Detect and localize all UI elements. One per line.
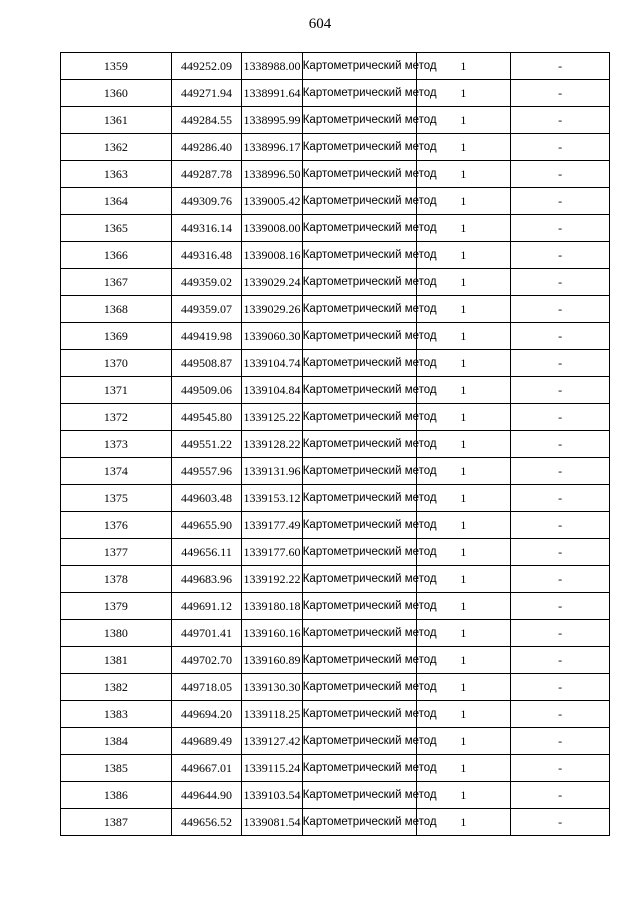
table-row bbox=[61, 593, 610, 620]
page-number: 604 bbox=[308, 16, 332, 32]
method-cell: Картометрический метод bbox=[302, 323, 416, 350]
x-coordinate-cell: 449252.09 bbox=[171, 53, 242, 80]
accuracy-cell: 1 bbox=[416, 512, 511, 539]
accuracy-cell: 1 bbox=[416, 539, 511, 566]
method-cell: Картометрический метод bbox=[302, 755, 416, 782]
note-cell: - bbox=[511, 404, 610, 431]
accuracy-cell: 1 bbox=[416, 485, 511, 512]
accuracy-cell: 1 bbox=[416, 809, 511, 836]
point-number-cell: 1377 bbox=[61, 539, 172, 566]
accuracy-cell: 1 bbox=[416, 134, 511, 161]
x-coordinate-cell: 449691.12 bbox=[171, 593, 242, 620]
accuracy-cell: 1 bbox=[416, 728, 511, 755]
y-coordinate-cell: 1339160.16 bbox=[242, 620, 302, 647]
accuracy-cell: 1 bbox=[416, 566, 511, 593]
method-cell: Картометрический метод bbox=[302, 215, 416, 242]
y-coordinate-cell: 1338991.64 bbox=[242, 80, 302, 107]
point-number-cell: 1369 bbox=[61, 323, 172, 350]
x-coordinate-cell: 449419.98 bbox=[171, 323, 242, 350]
note-cell: - bbox=[511, 647, 610, 674]
table-row bbox=[61, 242, 610, 269]
table-row bbox=[61, 566, 610, 593]
table-row bbox=[61, 701, 610, 728]
y-coordinate-cell: 1339130.30 bbox=[242, 674, 302, 701]
y-coordinate-cell: 1338996.50 bbox=[242, 161, 302, 188]
point-number-cell: 1385 bbox=[61, 755, 172, 782]
point-number-cell: 1363 bbox=[61, 161, 172, 188]
table-row bbox=[61, 539, 610, 566]
method-cell: Картометрический метод bbox=[302, 566, 416, 593]
point-number-cell: 1361 bbox=[61, 107, 172, 134]
x-coordinate-cell: 449694.20 bbox=[171, 701, 242, 728]
note-cell: - bbox=[511, 134, 610, 161]
y-coordinate-cell: 1338988.00 bbox=[242, 53, 302, 80]
point-number-cell: 1373 bbox=[61, 431, 172, 458]
y-coordinate-cell: 1339127.42 bbox=[242, 728, 302, 755]
method-cell: Картометрический метод bbox=[302, 188, 416, 215]
note-cell: - bbox=[511, 809, 610, 836]
coordinates-table-body bbox=[61, 53, 610, 836]
accuracy-cell: 1 bbox=[416, 377, 511, 404]
x-coordinate-cell: 449656.11 bbox=[171, 539, 242, 566]
method-cell: Картометрический метод bbox=[302, 269, 416, 296]
method-cell: Картометрический метод bbox=[302, 431, 416, 458]
x-coordinate-cell: 449655.90 bbox=[171, 512, 242, 539]
method-cell: Картометрический метод bbox=[302, 80, 416, 107]
note-cell: - bbox=[511, 215, 610, 242]
table-row bbox=[61, 134, 610, 161]
y-coordinate-cell: 1339160.89 bbox=[242, 647, 302, 674]
point-number-cell: 1381 bbox=[61, 647, 172, 674]
method-cell: Картометрический метод bbox=[302, 107, 416, 134]
accuracy-cell: 1 bbox=[416, 323, 511, 350]
y-coordinate-cell: 1339177.49 bbox=[242, 512, 302, 539]
method-cell: Картометрический метод bbox=[302, 458, 416, 485]
accuracy-cell: 1 bbox=[416, 80, 511, 107]
method-cell: Картометрический метод bbox=[302, 404, 416, 431]
accuracy-cell: 1 bbox=[416, 593, 511, 620]
y-coordinate-cell: 1339192.22 bbox=[242, 566, 302, 593]
x-coordinate-cell: 449509.06 bbox=[171, 377, 242, 404]
table-row bbox=[61, 809, 610, 836]
accuracy-cell: 1 bbox=[416, 404, 511, 431]
note-cell: - bbox=[511, 566, 610, 593]
x-coordinate-cell: 449683.96 bbox=[171, 566, 242, 593]
table-row bbox=[61, 350, 610, 377]
point-number-cell: 1386 bbox=[61, 782, 172, 809]
method-cell: Картометрический метод bbox=[302, 539, 416, 566]
note-cell: - bbox=[511, 350, 610, 377]
note-cell: - bbox=[511, 269, 610, 296]
table-row bbox=[61, 755, 610, 782]
table-row bbox=[61, 431, 610, 458]
method-cell: Картометрический метод bbox=[302, 728, 416, 755]
method-cell: Картометрический метод bbox=[302, 242, 416, 269]
accuracy-cell: 1 bbox=[416, 701, 511, 728]
x-coordinate-cell: 449702.70 bbox=[171, 647, 242, 674]
table-row bbox=[61, 53, 610, 80]
table-row bbox=[61, 215, 610, 242]
x-coordinate-cell: 449309.76 bbox=[171, 188, 242, 215]
table-row bbox=[61, 161, 610, 188]
y-coordinate-cell: 1339125.22 bbox=[242, 404, 302, 431]
point-number-cell: 1371 bbox=[61, 377, 172, 404]
x-coordinate-cell: 449271.94 bbox=[171, 80, 242, 107]
y-coordinate-cell: 1339104.84 bbox=[242, 377, 302, 404]
y-coordinate-cell: 1339128.22 bbox=[242, 431, 302, 458]
method-cell: Картометрический метод bbox=[302, 485, 416, 512]
table-row bbox=[61, 188, 610, 215]
y-coordinate-cell: 1339060.30 bbox=[242, 323, 302, 350]
accuracy-cell: 1 bbox=[416, 188, 511, 215]
note-cell: - bbox=[511, 377, 610, 404]
point-number-cell: 1362 bbox=[61, 134, 172, 161]
table-row bbox=[61, 377, 610, 404]
method-cell: Картометрический метод bbox=[302, 53, 416, 80]
x-coordinate-cell: 449557.96 bbox=[171, 458, 242, 485]
x-coordinate-cell: 449286.40 bbox=[171, 134, 242, 161]
method-cell: Картометрический метод bbox=[302, 809, 416, 836]
method-cell: Картометрический метод bbox=[302, 674, 416, 701]
point-number-cell: 1372 bbox=[61, 404, 172, 431]
point-number-cell: 1366 bbox=[61, 242, 172, 269]
note-cell: - bbox=[511, 80, 610, 107]
point-number-cell: 1376 bbox=[61, 512, 172, 539]
method-cell: Картометрический метод bbox=[302, 161, 416, 188]
x-coordinate-cell: 449718.05 bbox=[171, 674, 242, 701]
point-number-cell: 1384 bbox=[61, 728, 172, 755]
y-coordinate-cell: 1339029.26 bbox=[242, 296, 302, 323]
point-number-cell: 1367 bbox=[61, 269, 172, 296]
point-number-cell: 1380 bbox=[61, 620, 172, 647]
note-cell: - bbox=[511, 512, 610, 539]
accuracy-cell: 1 bbox=[416, 350, 511, 377]
accuracy-cell: 1 bbox=[416, 53, 511, 80]
table-row bbox=[61, 485, 610, 512]
x-coordinate-cell: 449316.48 bbox=[171, 242, 242, 269]
x-coordinate-cell: 449603.48 bbox=[171, 485, 242, 512]
point-number-cell: 1368 bbox=[61, 296, 172, 323]
y-coordinate-cell: 1339153.12 bbox=[242, 485, 302, 512]
note-cell: - bbox=[511, 485, 610, 512]
y-coordinate-cell: 1339104.74 bbox=[242, 350, 302, 377]
x-coordinate-cell: 449359.07 bbox=[171, 296, 242, 323]
x-coordinate-cell: 449667.01 bbox=[171, 755, 242, 782]
method-cell: Картометрический метод bbox=[302, 350, 416, 377]
method-cell: Картометрический метод bbox=[302, 701, 416, 728]
note-cell: - bbox=[511, 755, 610, 782]
accuracy-cell: 1 bbox=[416, 296, 511, 323]
accuracy-cell: 1 bbox=[416, 620, 511, 647]
point-number-cell: 1364 bbox=[61, 188, 172, 215]
table-row bbox=[61, 512, 610, 539]
point-number-cell: 1379 bbox=[61, 593, 172, 620]
table-row bbox=[61, 728, 610, 755]
note-cell: - bbox=[511, 188, 610, 215]
accuracy-cell: 1 bbox=[416, 269, 511, 296]
point-number-cell: 1374 bbox=[61, 458, 172, 485]
y-coordinate-cell: 1339008.16 bbox=[242, 242, 302, 269]
accuracy-cell: 1 bbox=[416, 647, 511, 674]
y-coordinate-cell: 1339180.18 bbox=[242, 593, 302, 620]
accuracy-cell: 1 bbox=[416, 431, 511, 458]
coordinates-table bbox=[60, 52, 610, 836]
table-row bbox=[61, 323, 610, 350]
method-cell: Картометрический метод bbox=[302, 647, 416, 674]
y-coordinate-cell: 1339177.60 bbox=[242, 539, 302, 566]
y-coordinate-cell: 1339008.00 bbox=[242, 215, 302, 242]
accuracy-cell: 1 bbox=[416, 215, 511, 242]
accuracy-cell: 1 bbox=[416, 755, 511, 782]
accuracy-cell: 1 bbox=[416, 161, 511, 188]
point-number-cell: 1387 bbox=[61, 809, 172, 836]
y-coordinate-cell: 1339103.54 bbox=[242, 782, 302, 809]
method-cell: Картометрический метод bbox=[302, 377, 416, 404]
point-number-cell: 1360 bbox=[61, 80, 172, 107]
x-coordinate-cell: 449316.14 bbox=[171, 215, 242, 242]
y-coordinate-cell: 1338996.17 bbox=[242, 134, 302, 161]
point-number-cell: 1378 bbox=[61, 566, 172, 593]
x-coordinate-cell: 449287.78 bbox=[171, 161, 242, 188]
table-row bbox=[61, 782, 610, 809]
method-cell: Картометрический метод bbox=[302, 134, 416, 161]
table-row bbox=[61, 620, 610, 647]
point-number-cell: 1382 bbox=[61, 674, 172, 701]
table-row bbox=[61, 296, 610, 323]
method-cell: Картометрический метод bbox=[302, 296, 416, 323]
method-cell: Картометрический метод bbox=[302, 593, 416, 620]
y-coordinate-cell: 1339081.54 bbox=[242, 809, 302, 836]
method-cell: Картометрический метод bbox=[302, 782, 416, 809]
method-cell: Картометрический метод bbox=[302, 512, 416, 539]
accuracy-cell: 1 bbox=[416, 674, 511, 701]
x-coordinate-cell: 449545.80 bbox=[171, 404, 242, 431]
note-cell: - bbox=[511, 107, 610, 134]
note-cell: - bbox=[511, 53, 610, 80]
point-number-cell: 1383 bbox=[61, 701, 172, 728]
y-coordinate-cell: 1339029.24 bbox=[242, 269, 302, 296]
note-cell: - bbox=[511, 161, 610, 188]
y-coordinate-cell: 1339005.42 bbox=[242, 188, 302, 215]
point-number-cell: 1365 bbox=[61, 215, 172, 242]
table-row bbox=[61, 107, 610, 134]
method-cell: Картометрический метод bbox=[302, 620, 416, 647]
x-coordinate-cell: 449551.22 bbox=[171, 431, 242, 458]
x-coordinate-cell: 449689.49 bbox=[171, 728, 242, 755]
accuracy-cell: 1 bbox=[416, 782, 511, 809]
y-coordinate-cell: 1338995.99 bbox=[242, 107, 302, 134]
y-coordinate-cell: 1339131.96 bbox=[242, 458, 302, 485]
note-cell: - bbox=[511, 431, 610, 458]
note-cell: - bbox=[511, 323, 610, 350]
accuracy-cell: 1 bbox=[416, 458, 511, 485]
table-row bbox=[61, 404, 610, 431]
table-row bbox=[61, 647, 610, 674]
x-coordinate-cell: 449508.87 bbox=[171, 350, 242, 377]
note-cell: - bbox=[511, 728, 610, 755]
accuracy-cell: 1 bbox=[416, 107, 511, 134]
note-cell: - bbox=[511, 539, 610, 566]
y-coordinate-cell: 1339115.24 bbox=[242, 755, 302, 782]
point-number-cell: 1359 bbox=[61, 53, 172, 80]
table-row bbox=[61, 80, 610, 107]
point-number-cell: 1375 bbox=[61, 485, 172, 512]
x-coordinate-cell: 449359.02 bbox=[171, 269, 242, 296]
table-row bbox=[61, 674, 610, 701]
x-coordinate-cell: 449644.90 bbox=[171, 782, 242, 809]
note-cell: - bbox=[511, 782, 610, 809]
note-cell: - bbox=[511, 296, 610, 323]
note-cell: - bbox=[511, 701, 610, 728]
y-coordinate-cell: 1339118.25 bbox=[242, 701, 302, 728]
x-coordinate-cell: 449656.52 bbox=[171, 809, 242, 836]
x-coordinate-cell: 449701.41 bbox=[171, 620, 242, 647]
point-number-cell: 1370 bbox=[61, 350, 172, 377]
note-cell: - bbox=[511, 674, 610, 701]
x-coordinate-cell: 449284.55 bbox=[171, 107, 242, 134]
table-row bbox=[61, 269, 610, 296]
table-row bbox=[61, 458, 610, 485]
note-cell: - bbox=[511, 620, 610, 647]
note-cell: - bbox=[511, 458, 610, 485]
note-cell: - bbox=[511, 593, 610, 620]
note-cell: - bbox=[511, 242, 610, 269]
accuracy-cell: 1 bbox=[416, 242, 511, 269]
